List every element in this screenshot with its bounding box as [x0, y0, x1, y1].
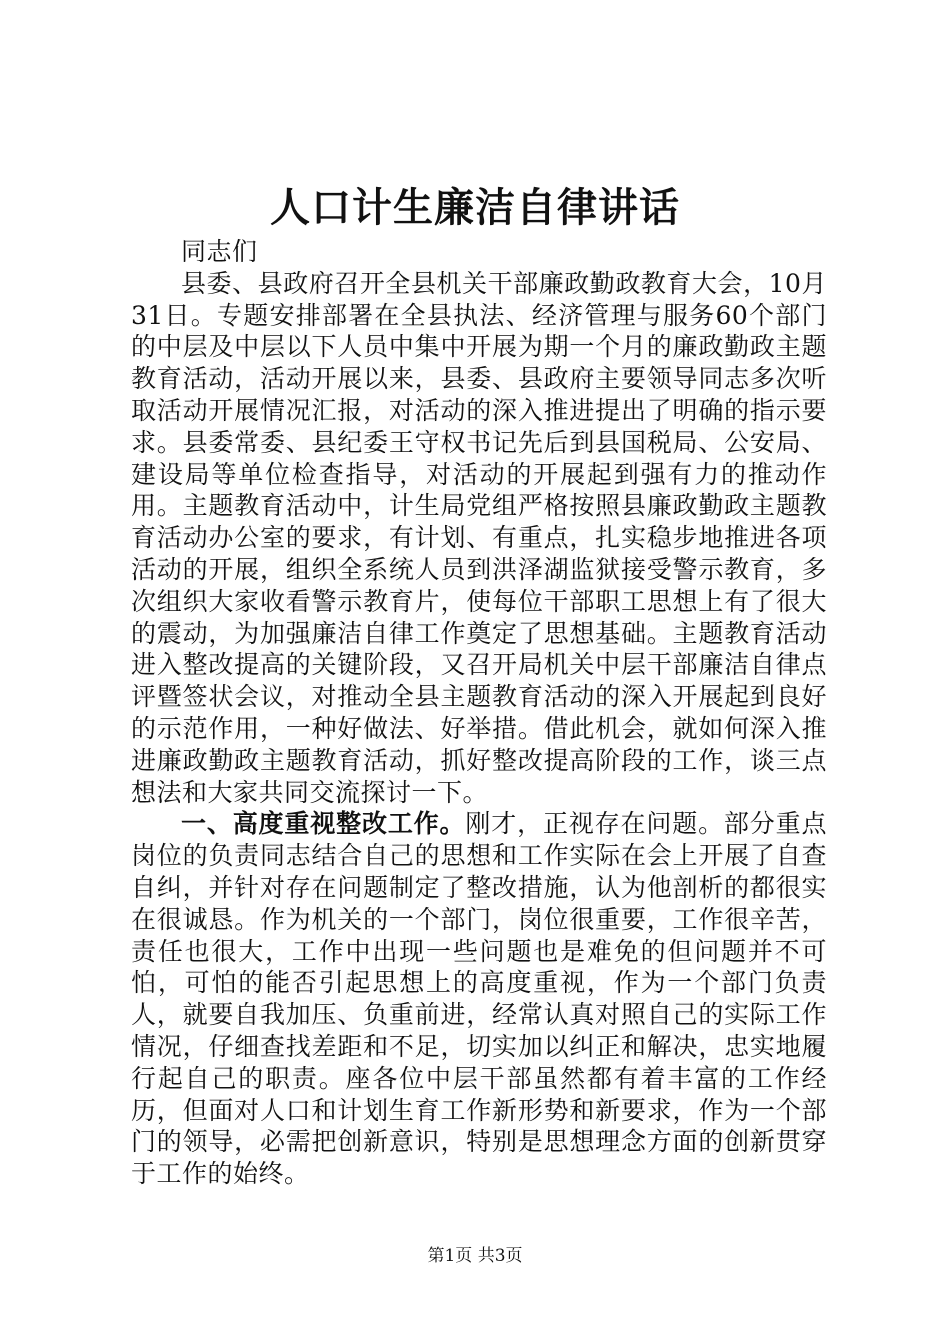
section-1-text: 刚才，正视存在问题。部分重点岗位的负责同志结合自己的思想和工作实际在会上开展了自查自纠，并针对存在问题制定了整改措施，认为他剖析的都很实在很诚恳。作为机关的一个部门，岗位很重要，工作很辛苦，责任也很大，工作中出现一些问题也是难免的但问题并不可怕，可怕的能否引起思想上的高度重视，作为一个部门负责人，就要自我加压、负重前进，经常认真对照自己的实际工作情况，仔细查找差距和不足，切实加以纠正和解决，忠实地履行起自己的职责。座各位中层干部虽然都有着丰富的工作经历，但面对人口和计划生育工作新形势和新要求，作为一个部门的领导，必需把创新意识，特别是思想理念方面的创新贯穿于工作的始终。	[131, 809, 827, 1189]
document-title: 人口计生廉洁自律讲话	[270, 184, 680, 231]
document-body	[131, 236, 827, 1190]
paragraph-intro: 县委、县政府召开全县机关干部廉政勤政教育大会，10月31日。专题安排部署在全县执法、经济管理与服务60个部门的中层及中层以下人员中集中开展为期一个月的廉政勤政主题教育活动，活动开展以来，县委、县政府主要领导同志多次听取活动开展情况汇报，对活动的深入推进提出了明确的指示要求。县委常委、县纪委王守权书记先后到县国税局、公安局、建设局等单位检查指导，对活动的开展起到强有力的推动作用。主题教育活动中，计生局党组严格按照县廉政勤政主题教育活动办公室的要求，有计划、有重点，扎实稳步地推进各项活动的开展，组织全系统人员到洪泽湖监狱接受警示教育，多次组织大家收看警示教育片，使每位干部职工思想上有了很大的震动，为加强廉洁自律工作奠定了思想基础。主题教育活动进入整改提高的关键阶段，又召开局机关中层干部廉洁自律点评暨签状会议，对推动全县主题教育活动的深入开展起到良好的示范作用，一种好做法、好举措。借此机会，就如何深入推进廉政勤政主题教育活动，抓好整改提高阶段的工作，谈三点想法和大家共同交流探讨一下。	[131, 268, 827, 807]
section-1-heading: 一、高度重视整改工作。	[181, 809, 466, 839]
paragraph-section-1	[131, 808, 827, 1190]
page-footer: 第1页 共3页	[427, 1246, 523, 1266]
salutation: 同志们	[181, 237, 258, 266]
